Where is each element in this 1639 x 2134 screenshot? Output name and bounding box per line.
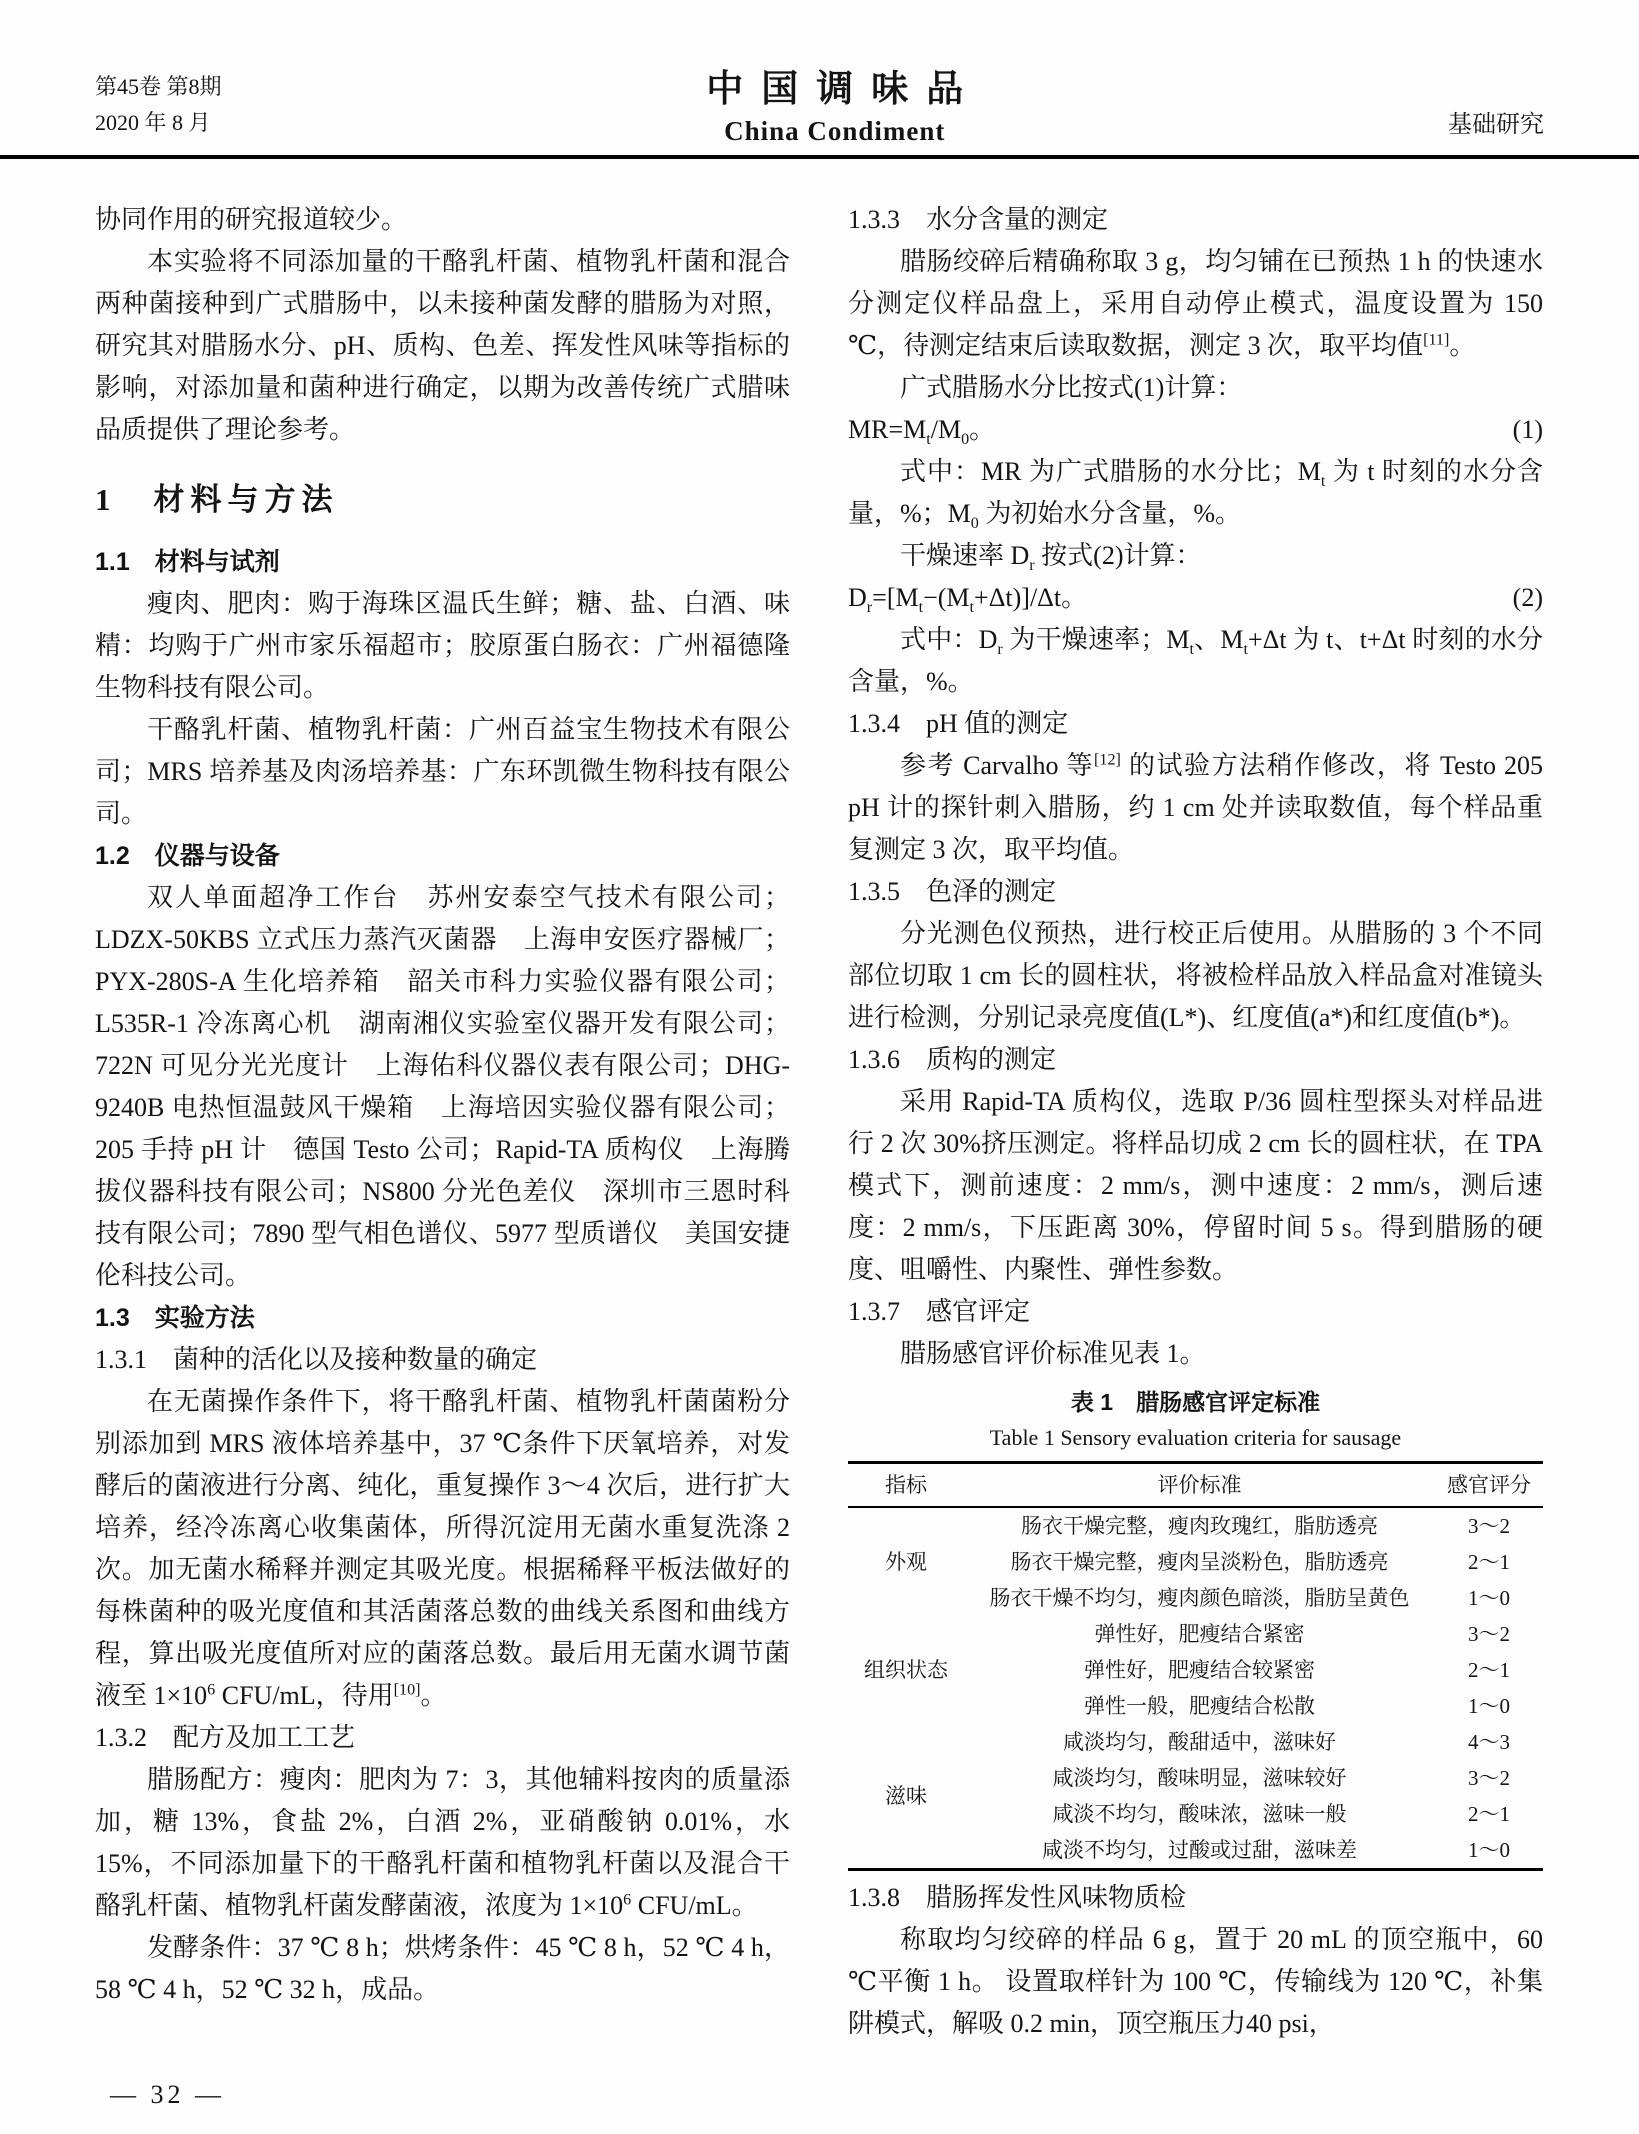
- section-1-3-2-paragraph-1: [95, 1759, 790, 1927]
- eq-subscript: t: [1243, 641, 1248, 659]
- citation-ref: [10]: [393, 1681, 421, 1699]
- score-cell: 1～0: [1468, 1586, 1510, 1610]
- right-column: [848, 199, 1543, 2045]
- text-run: 为 t 时刻的水分含量，%；M: [848, 457, 1543, 528]
- text-run: 。: [420, 1681, 447, 1710]
- section-1-3-3-paragraph-2: 广式腊肠水分比按式(1)计算：: [900, 373, 1243, 402]
- criteria-cell: 肠衣干燥不均匀，瘦肉颜色暗淡，脂肪呈黄色: [989, 1586, 1410, 1610]
- criteria-cell: 咸淡不均匀，酸味浓，滋味一般: [1052, 1802, 1347, 1826]
- text-run: 。: [1449, 331, 1476, 360]
- eq-subscript: r: [1029, 557, 1035, 575]
- score-cell: 1～0: [1468, 1694, 1510, 1718]
- intro-paragraph: 本实验将不同添加量的干酪乳杆菌、植物乳杆菌和混合两种菌接种到广式腊肠中，以未接种菌发酵的腊肠为对照，研究其对腊肠水分、pH、质构、色差、挥发性风味等指标的影响，对添加量和菌种进行确定，以期为改善传统广式腊味品质提供了理论参考。: [95, 247, 790, 444]
- criteria-cell: 弹性一般，肥瘦结合松散: [1084, 1694, 1315, 1718]
- volume-issue: 第45卷 第8期: [95, 74, 222, 99]
- section-1-2-paragraph: 双人单面超净工作台 苏州安泰空气技术有限公司；LDZX-50KBS 立式压力蒸汽灭菌器 上海申安医疗器械厂；PYX-280S-A 生化培养箱 韶关市科力实验仪器有限公司；L535R-1 冷冻离心机 湖南湘仪实验室仪器开发有限公司；722N 可见分光光度计 上海佑科仪器仪表有限公司；DHG-9240B 电热恒温鼓风干燥箱 上海培因实验仪器有限公司；205 手持 pH 计 德国 Testo 公司；Rapid-TA 质构仪 上海腾拔仪器科技有限公司；NS800 分光色差仪 深圳市三恩时科技有限公司；7890 型气相色谱仪、5977 型质谱仪 美国安捷伦科技公司。: [95, 883, 790, 1290]
- two-column-body: [0, 159, 1639, 2045]
- eq-subscript: t: [926, 431, 931, 449]
- section-1-3-4-heading: 1.3.4 pH 值的测定: [848, 709, 1069, 738]
- intro-paragraph-continuation: 协同作用的研究报道较少。: [95, 205, 408, 234]
- equation-1-note: [848, 451, 1543, 535]
- section-1-3-4-paragraph: [848, 745, 1543, 871]
- citation-ref: [12]: [1094, 751, 1121, 769]
- page-header: [0, 0, 1639, 159]
- equation-2-expression: [848, 577, 1087, 619]
- section-1-3-6-paragraph: 采用 Rapid-TA 质构仪，选取 P/36 圆柱型探头对样品进行 2 次 30%挤压测定。将样品切成 2 cm 长的圆柱状，在 TPA 模式下，测前速度：2 mm/s，测中速度：2 mm/s，测后速度：2 mm/s，下压距离 30%，停留时间 5 s。得到腊肠的硬度、咀嚼性、内聚性、弹性参数。: [848, 1087, 1543, 1284]
- text-run: 为干燥速率；M: [1002, 625, 1190, 654]
- table-1-caption-cn: 表 1 腊肠感官评定标准: [1070, 1389, 1321, 1415]
- text-run: 为初始水分含量，%。: [978, 499, 1242, 528]
- score-cell: 2～1: [1468, 1802, 1510, 1826]
- text-run: CFU/mL。: [631, 1891, 758, 1920]
- score-cell: 3～2: [1468, 1622, 1510, 1646]
- section-1-3-5-heading: 1.3.5 色泽的测定: [848, 877, 1057, 906]
- text-run: 式中：MR 为广式腊肠的水分比；M: [900, 457, 1321, 486]
- section-1-heading: 1 材料与方法: [95, 482, 339, 517]
- criteria-cell: 弹性好，肥瘦结合紧密: [1094, 1622, 1305, 1646]
- eq-subscript: 0: [961, 431, 970, 449]
- text-run: 按式(2)计算：: [1034, 541, 1202, 570]
- table-row: [848, 1616, 1543, 1652]
- column-tag: 基础研究: [1448, 112, 1544, 138]
- equation-2-number: (2): [1512, 583, 1543, 612]
- eq-subscript: 0: [970, 515, 979, 533]
- equation-2-note: [848, 619, 1543, 703]
- eq-term: MR=M: [848, 415, 927, 444]
- section-1-3-2-heading: 1.3.2 配方及加工工艺: [95, 1723, 356, 1752]
- equation-1: [848, 409, 1543, 451]
- equation-1-expression: [848, 409, 995, 451]
- section-1-3-8-heading: 1.3.8 腊肠挥发性风味物质检: [848, 1883, 1187, 1912]
- criteria-cell: 肠衣干燥完整，瘦肉呈淡粉色，脂肪透亮: [1010, 1550, 1389, 1574]
- section-1-1-paragraph-1: 瘦肉、肥肉：购于海珠区温氏生鲜；糖、盐、白酒、味精：均购于广州市家乐福超市；胶原蛋白肠衣：广州福德隆生物科技有限公司。: [95, 589, 790, 702]
- criteria-cell: 弹性好，肥瘦结合较紧密: [1084, 1658, 1315, 1682]
- eq-subscript: t: [1189, 641, 1194, 659]
- section-1-3-2-paragraph-2: 发酵条件：37 ℃ 8 h；烘烤条件：45 ℃ 8 h，52 ℃ 4 h，58 ℃ 4 h，52 ℃ 32 h，成品。: [95, 1933, 790, 2004]
- table-header-criteria: 评价标准: [964, 1463, 1435, 1508]
- text-run: 腊肠配方：瘦肉：肥肉为 7：3，其他辅料按肉的质量添加，糖 13%，食盐 2%，白酒 2%，亚硝酸钠 0.01%，水 15%，不同添加量下的干酪乳杆菌和植物乳杆菌以及混合干酪乳杆菌、植物乳杆菌发酵菌液，浓度为 1×10: [95, 1765, 790, 1920]
- equation-1-number: (1): [1512, 415, 1543, 444]
- section-1-3-8-paragraph: 称取均匀绞碎的样品 6 g，置于 20 mL 的顶空瓶中，60 ℃平衡 1 h。 设置取样针为 100 ℃，传输线为 120 ℃，补集阱模式，解吸 0.2 min，顶空瓶压力40 psi，: [848, 1925, 1543, 2038]
- criteria-cell: 肠衣干燥完整，瘦肉玫瑰红，脂肪透亮: [1021, 1514, 1378, 1538]
- table-1-caption-en: Table 1 Sensory evaluation criteria for sausage: [989, 1425, 1402, 1450]
- table-header-indicator: 指标: [848, 1463, 964, 1508]
- eq-term: 。: [969, 415, 996, 444]
- table-header-row: [848, 1463, 1543, 1508]
- eq-subscript: r: [997, 641, 1003, 659]
- eq-term: +Δt)]/Δt。: [974, 583, 1088, 612]
- header-issue-block: [95, 69, 222, 141]
- text-run: 参考 Carvalho 等: [900, 751, 1095, 780]
- text-run: CFU/mL，待用: [215, 1681, 394, 1710]
- section-1-3-3-paragraph-1: [848, 241, 1543, 367]
- eq-term: D: [848, 583, 867, 612]
- section-1-2-heading: 1.2 仪器与设备: [95, 842, 280, 870]
- text-run: 式中：D: [900, 625, 998, 654]
- issue-date: 2020 年 8 月: [95, 110, 211, 135]
- eq-term: =[M: [872, 583, 919, 612]
- table-group-appearance: 外观: [885, 1550, 927, 1574]
- left-column: [95, 199, 790, 2045]
- eq-subscript: r: [866, 599, 873, 617]
- score-cell: 1～0: [1468, 1838, 1510, 1862]
- section-1-3-3-paragraph-3: [848, 535, 1543, 577]
- section-1-3-1-heading: 1.3.1 菌种的活化以及接种数量的确定: [95, 1345, 538, 1374]
- table-header-score: 感官评分: [1435, 1463, 1543, 1508]
- table-group-taste: 滋味: [885, 1784, 927, 1808]
- equation-2: [848, 577, 1543, 619]
- score-cell: 2～1: [1468, 1550, 1510, 1574]
- page-number: — 32 —: [110, 2080, 225, 2109]
- table-row: [848, 1724, 1543, 1760]
- section-1-1-paragraph-2: 干酪乳杆菌、植物乳杆菌：广州百益宝生物技术有限公司；MRS 培养基及肉汤培养基：广东环凯微生物科技有限公司。: [95, 715, 790, 828]
- section-1-1-heading: 1.1 材料与试剂: [95, 548, 280, 576]
- journal-title-block: [222, 58, 1448, 147]
- eq-term: −(M: [923, 583, 970, 612]
- score-cell: 3～2: [1468, 1766, 1510, 1790]
- section-1-3-1-paragraph: [95, 1381, 790, 1717]
- criteria-cell: 咸淡均匀，酸味明显，滋味较好: [1052, 1766, 1347, 1790]
- text-run: 干燥速率 D: [900, 541, 1030, 570]
- criteria-cell: 咸淡不均匀，过酸或过甜，滋味差: [1042, 1838, 1357, 1862]
- section-1-3-7-paragraph: 腊肠感官评价标准见表 1。: [900, 1339, 1206, 1368]
- eq-subscript: t: [918, 599, 924, 617]
- section-1-3-6-heading: 1.3.6 质构的测定: [848, 1045, 1057, 1074]
- score-cell: 4～3: [1468, 1730, 1510, 1754]
- sensory-evaluation-table: [848, 1461, 1543, 1871]
- text-run: 在无菌操作条件下，将干酪乳杆菌、植物乳杆菌菌粉分别添加到 MRS 液体培养基中，37 ℃条件下厌氧培养，对发酵后的菌液进行分离、纯化，重复操作 3～4 次后，进行扩大培养，经冷冻离心收集菌体，所得沉淀用无菌水重复洗涤 2 次。加无菌水稀释并测定其吸光度。根据稀释平板法做好的每株菌种的吸光度值和其活菌落总数的曲线关系图和曲线方程，算出吸光度值所对应的菌落总数。最后用无菌水调节菌液至 1×10: [95, 1387, 790, 1710]
- exponent: 6: [623, 1891, 632, 1909]
- eq-subscript: t: [1320, 473, 1326, 491]
- text-run: 的试验方法稍作修改，将 Testo 205 pH 计的探针刺入腊肠，约 1 cm 处并读取数值，每个样品重复测定 3 次，取平均值。: [848, 751, 1543, 864]
- section-1-3-7-heading: 1.3.7 感官评定: [848, 1297, 1031, 1326]
- exponent: 6: [207, 1681, 216, 1699]
- eq-term: /M: [930, 415, 962, 444]
- section-1-3-heading: 1.3 实验方法: [95, 1304, 255, 1332]
- citation-ref: [11]: [1423, 331, 1450, 349]
- score-cell: 2～1: [1468, 1658, 1510, 1682]
- text-run: 、M: [1193, 625, 1244, 654]
- section-1-3-3-heading: 1.3.3 水分含量的测定: [848, 205, 1109, 234]
- eq-subscript: t: [969, 599, 975, 617]
- criteria-cell: 咸淡均匀，酸甜适中，滋味好: [1063, 1730, 1336, 1754]
- text-run: +Δt 为 t、t+Δt 时刻的水分含量，%。: [848, 625, 1543, 696]
- table-group-texture: 组织状态: [864, 1658, 948, 1682]
- score-cell: 3～2: [1468, 1514, 1510, 1538]
- section-1-3-5-paragraph: 分光测色仪预热，进行校正后使用。从腊肠的 3 个不同部位切取 1 cm 长的圆柱状，将被检样品放入样品盒对准镜头进行检测，分别记录亮度值(L*)、红度值(a*)和红度值(b*)。: [848, 919, 1543, 1032]
- journal-title-cn: 中国调味品: [706, 69, 982, 110]
- journal-title-en: China Condiment: [724, 116, 946, 146]
- text-run: 腊肠绞碎后精确称取 3 g，均匀铺在已预热 1 h 的快速水分测定仪样品盘上，采用自动停止模式，温度设置为 150 ℃，待测定结束后读取数据，测定 3 次，取平均值: [848, 247, 1543, 360]
- table-row: [848, 1507, 1543, 1544]
